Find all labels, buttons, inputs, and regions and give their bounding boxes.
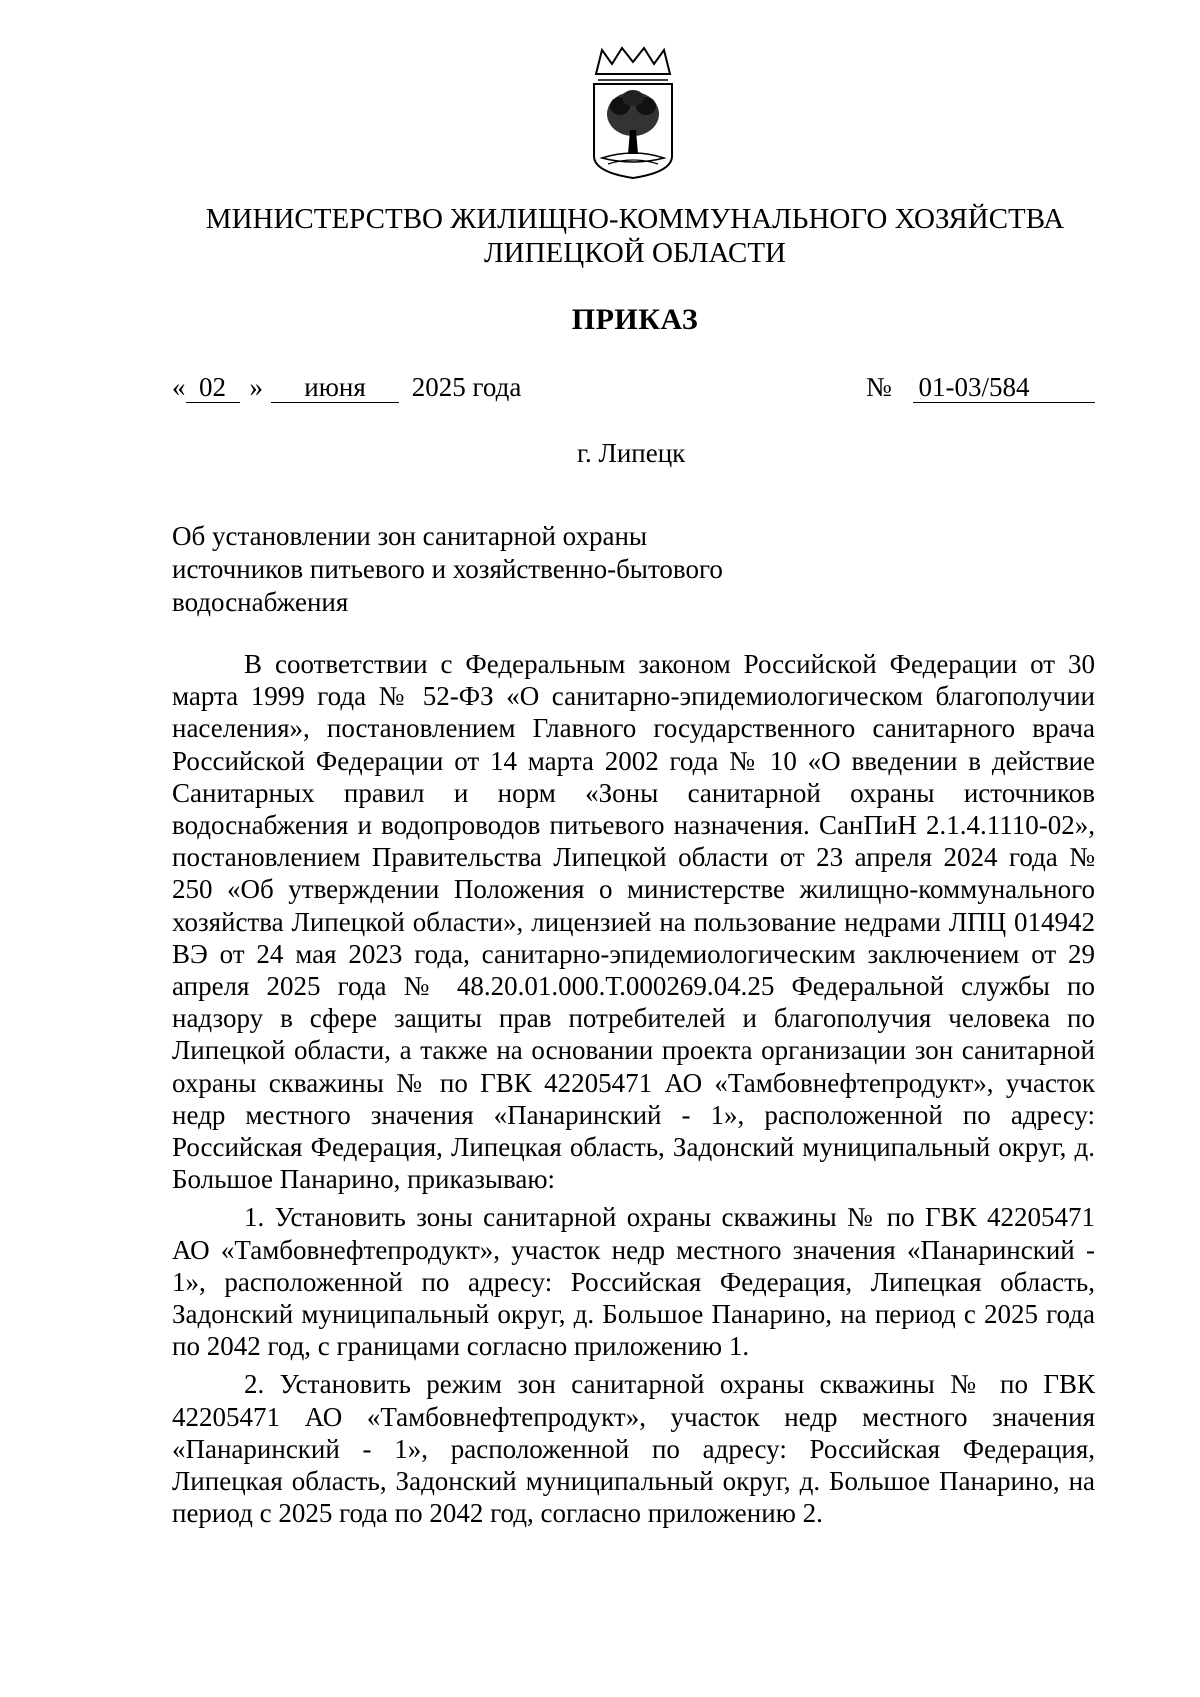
order-item-1: 1. Установить зоны санитарной охраны скважины № по ГВК 42205471 АО «Тамбовнефтепродукт», участок недр местного значения «Панаринский - 1», расположенной по адресу: Российская Федерация, Липецкая область, Задонский муниципальный округ, д. Большое Панарино, на период с 2025 года по 2042 год, с границами согласно приложению 1. xyxy=(172,1202,1095,1362)
order-subject xyxy=(172,520,792,619)
ministry-line-1: МИНИСТЕРСТВО ЖИЛИЩНО-КОММУНАЛЬНОГО ХОЗЯЙСТВА xyxy=(205,203,1065,235)
quote-close: » xyxy=(249,372,263,402)
quote-open: « xyxy=(172,372,186,402)
subject-line-1: Об установлении зон санитарной охраны xyxy=(172,521,648,551)
order-date xyxy=(172,370,521,404)
number-sign: № xyxy=(866,372,892,402)
subject-line-3: водоснабжения xyxy=(172,587,349,617)
coat-of-arms-icon xyxy=(588,44,678,180)
order-city: г. Липецк xyxy=(577,438,686,468)
ministry-name xyxy=(0,202,1200,270)
order-number xyxy=(866,370,1095,404)
order-day: 02 xyxy=(186,372,240,403)
preamble-paragraph: В соответствии с Федеральным законом Российской Федерации от 30 марта 1999 года № 52-ФЗ «О санитарно-эпидемиологическом благополучии населения», постановлением Главного государственного санитарного врача Российской Федерации от 14 марта 2002 года № 10 «О введении в действие Санитарных правил и норм «Зоны санитарной охраны источников водоснабжения и водопроводов питьевого назначения. СанПиН 2.1.4.1110-02», постановлением Правительства Липецкой области от 23 апреля 2024 года № 250 «Об утверждении Положения о министерстве жилищно-коммунального хозяйства Липецкой области», лицензией на пользование недрами ЛПЦ 014942 ВЭ от 24 мая 2023 года, санитарно-эпидемиологическим заключением от 29 апреля 2025 года № 48.20.01.000.Т.000269.04.25 Федеральной службы по надзору в сфере защиты прав потребителей и благополучия человека по Липецкой области, а также на основании проекта организации зон санитарной охраны скважины № по ГВК 42205471 АО «Тамбовнефтепродукт», участок недр местного значения «Панаринский - 1», расположенной по адресу: Российская Федерация, Липецкая область, Задонский муниципальный округ, д. Большое Панарино, приказываю: xyxy=(172,649,1095,1195)
order-item-2: 2. Установить режим зон санитарной охраны скважины № по ГВК 42205471 АО «Тамбовнефтепродукт», участок недр местного значения «Панаринский - 1», расположенной по адресу: Российская Федерация, Липецкая область, Задонский муниципальный округ, д. Большое Панарино, на период с 2025 года по 2042 год, согласно приложению 2. xyxy=(172,1369,1095,1529)
order-year: 2025 года xyxy=(411,372,522,402)
order-body xyxy=(172,648,1095,1529)
order-month: июня xyxy=(271,372,399,403)
ministry-line-2: ЛИПЕЦКОЙ ОБЛАСТИ xyxy=(483,237,786,269)
order-number-value: 01-03/584 xyxy=(913,372,1095,403)
order-title: ПРИКАЗ xyxy=(571,303,699,336)
subject-line-2: источников питьевого и хозяйственно-бытового xyxy=(172,554,723,584)
